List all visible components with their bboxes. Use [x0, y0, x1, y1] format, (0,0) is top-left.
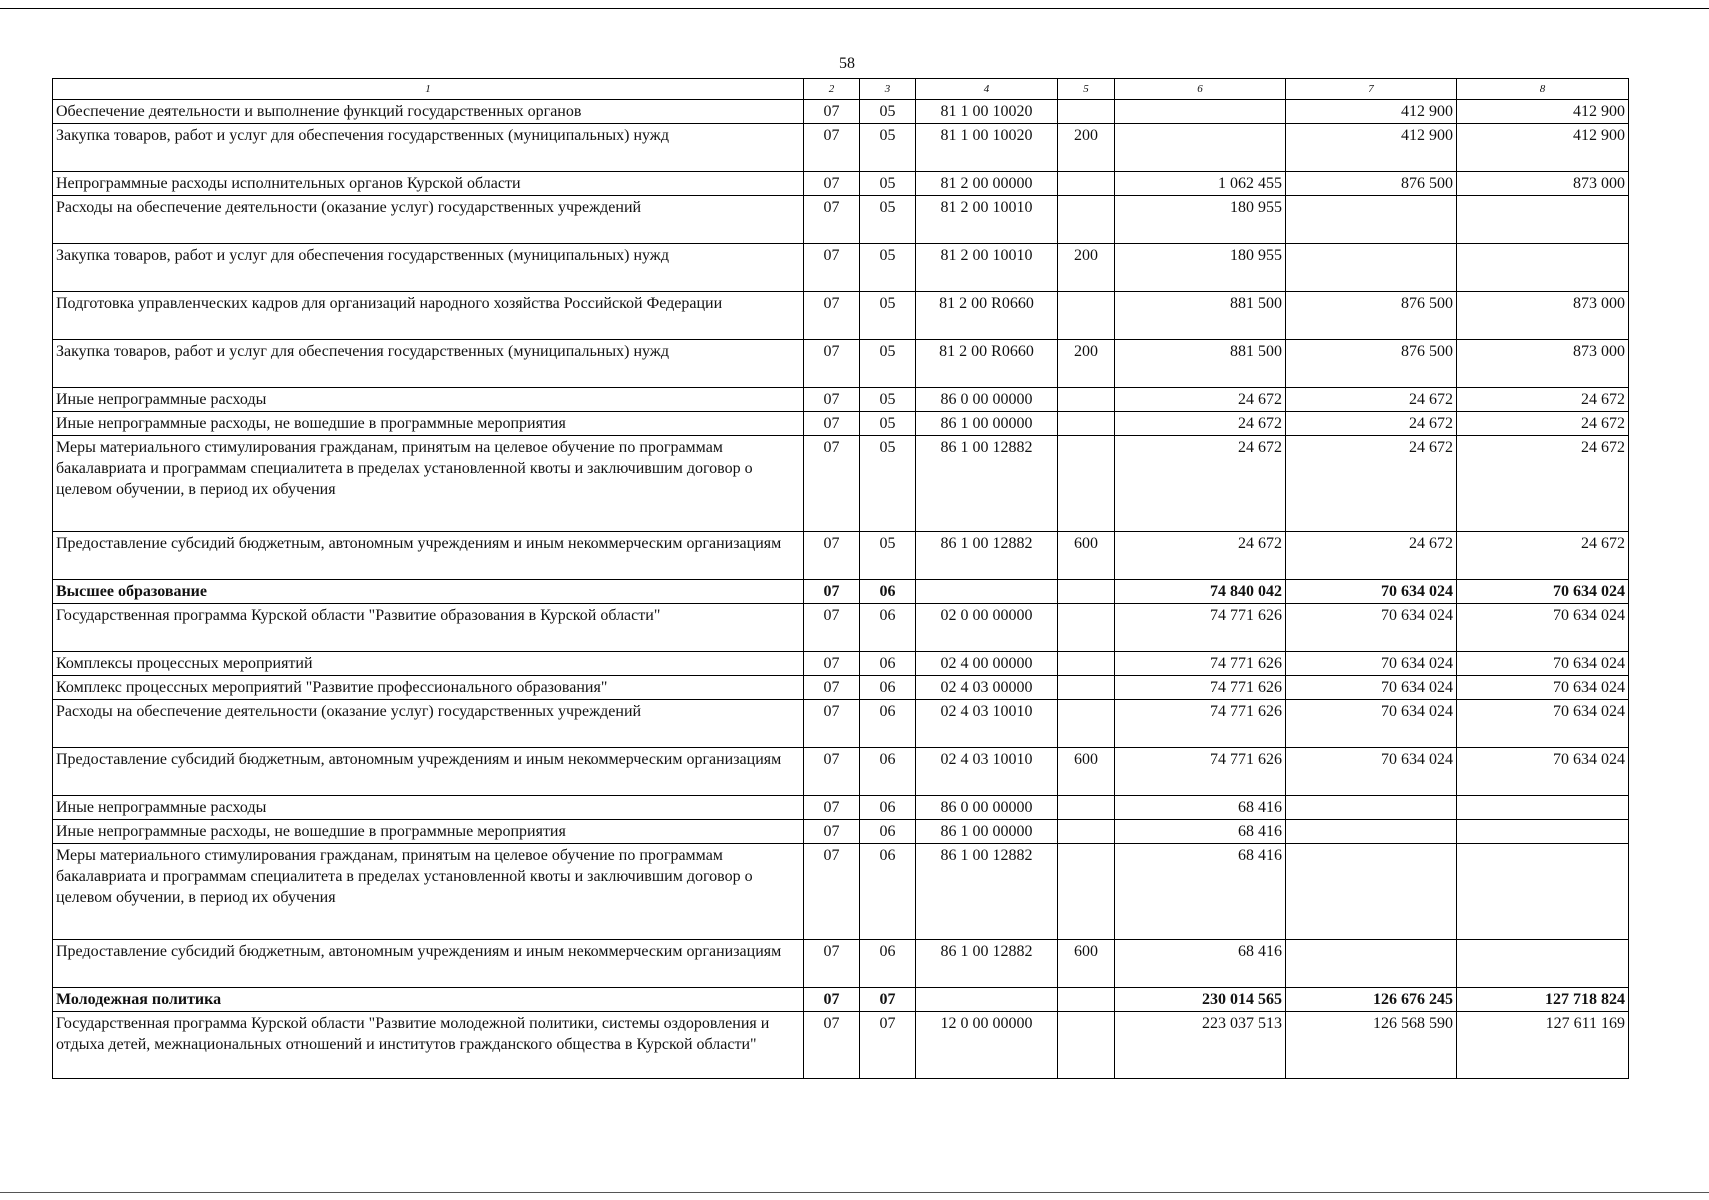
cell-target-article	[916, 988, 1058, 1012]
cell-expense-type	[1058, 988, 1115, 1012]
cell-target-article: 86 1 00 00000	[916, 820, 1058, 844]
table-row	[53, 988, 1629, 1012]
cell-target-article: 86 1 00 00000	[916, 412, 1058, 436]
table-row	[53, 748, 1629, 796]
cell-amount-col7: 876 500	[1286, 292, 1457, 340]
cell-expense-type	[1058, 412, 1115, 436]
cell-amount-col7	[1286, 196, 1457, 244]
cell-amount-col8	[1457, 940, 1629, 988]
cell-subsection: 06	[860, 700, 916, 748]
cell-name: Меры материального стимулирования гражданам, принятым на целевое обучение по программам бакалавриата и программам специалитета в пределах установленной квоты и заключившим договор о целевом обучении, в период их обучения	[53, 436, 804, 532]
cell-amount-col6: 74 771 626	[1115, 748, 1286, 796]
cell-expense-type	[1058, 604, 1115, 652]
cell-target-article: 81 2 00 10010	[916, 244, 1058, 292]
cell-subsection: 06	[860, 844, 916, 940]
cell-name: Государственная программа Курской области "Развитие молодежной политики, системы оздоровления и отдыха детей, межнациональных отношений и институтов гражданского общества в Курской области"	[53, 1012, 804, 1079]
cell-amount-col7: 24 672	[1286, 388, 1457, 412]
table-row	[53, 172, 1629, 196]
bottom-scan-edge	[0, 1192, 1709, 1193]
cell-name: Закупка товаров, работ и услуг для обеспечения государственных (муниципальных) нужд	[53, 340, 804, 388]
cell-subsection: 05	[860, 340, 916, 388]
cell-target-article: 02 4 00 00000	[916, 652, 1058, 676]
cell-expense-type	[1058, 292, 1115, 340]
cell-target-article: 86 0 00 00000	[916, 796, 1058, 820]
cell-amount-col7	[1286, 844, 1457, 940]
cell-amount-col7: 70 634 024	[1286, 652, 1457, 676]
cell-expense-type	[1058, 388, 1115, 412]
cell-amount-col7	[1286, 796, 1457, 820]
cell-subsection: 07	[860, 1012, 916, 1079]
cell-section: 07	[804, 604, 860, 652]
cell-section: 07	[804, 820, 860, 844]
cell-amount-col8: 70 634 024	[1457, 700, 1629, 748]
cell-subsection: 05	[860, 172, 916, 196]
cell-amount-col8: 873 000	[1457, 292, 1629, 340]
cell-target-article: 86 1 00 12882	[916, 844, 1058, 940]
cell-amount-col8: 24 672	[1457, 412, 1629, 436]
cell-expense-type	[1058, 1012, 1115, 1079]
table-row	[53, 196, 1629, 244]
cell-amount-col8: 24 672	[1457, 436, 1629, 532]
cell-section: 07	[804, 172, 860, 196]
cell-subsection: 07	[860, 988, 916, 1012]
cell-target-article: 86 0 00 00000	[916, 388, 1058, 412]
cell-amount-col8: 127 611 169	[1457, 1012, 1629, 1079]
table-row	[53, 340, 1629, 388]
cell-section: 07	[804, 1012, 860, 1079]
column-header: 8	[1457, 79, 1629, 100]
table-row	[53, 820, 1629, 844]
cell-subsection: 06	[860, 652, 916, 676]
cell-amount-col6: 223 037 513	[1115, 1012, 1286, 1079]
cell-amount-col8: 70 634 024	[1457, 748, 1629, 796]
cell-subsection: 06	[860, 580, 916, 604]
cell-amount-col7: 876 500	[1286, 340, 1457, 388]
table-row	[53, 124, 1629, 172]
cell-section: 07	[804, 388, 860, 412]
cell-expense-type	[1058, 652, 1115, 676]
cell-amount-col6: 881 500	[1115, 340, 1286, 388]
cell-amount-col8: 70 634 024	[1457, 604, 1629, 652]
cell-expense-type	[1058, 796, 1115, 820]
cell-target-article: 81 1 00 10020	[916, 100, 1058, 124]
column-header: 5	[1058, 79, 1115, 100]
cell-amount-col7: 126 568 590	[1286, 1012, 1457, 1079]
cell-amount-col8	[1457, 244, 1629, 292]
cell-amount-col7: 412 900	[1286, 124, 1457, 172]
table-row	[53, 244, 1629, 292]
cell-target-article: 81 2 00 R0660	[916, 340, 1058, 388]
cell-amount-col7	[1286, 940, 1457, 988]
cell-target-article: 12 0 00 00000	[916, 1012, 1058, 1079]
cell-expense-type	[1058, 196, 1115, 244]
table-row	[53, 436, 1629, 532]
cell-expense-type: 200	[1058, 340, 1115, 388]
cell-amount-col6: 24 672	[1115, 412, 1286, 436]
cell-amount-col7: 126 676 245	[1286, 988, 1457, 1012]
table-row	[53, 1012, 1629, 1079]
column-header: 3	[860, 79, 916, 100]
cell-target-article: 02 4 03 10010	[916, 748, 1058, 796]
cell-amount-col8: 70 634 024	[1457, 580, 1629, 604]
cell-name: Иные непрограммные расходы, не вошедшие в программные мероприятия	[53, 412, 804, 436]
cell-amount-col7: 412 900	[1286, 100, 1457, 124]
cell-amount-col6: 68 416	[1115, 820, 1286, 844]
cell-target-article: 86 1 00 12882	[916, 532, 1058, 580]
cell-section: 07	[804, 580, 860, 604]
column-header: 6	[1115, 79, 1286, 100]
table-row	[53, 796, 1629, 820]
cell-amount-col8	[1457, 820, 1629, 844]
cell-section: 07	[804, 532, 860, 580]
cell-subsection: 05	[860, 412, 916, 436]
cell-name: Подготовка управленческих кадров для организаций народного хозяйства Российской Федерации	[53, 292, 804, 340]
column-header: 7	[1286, 79, 1457, 100]
table-row	[53, 292, 1629, 340]
cell-amount-col7	[1286, 244, 1457, 292]
table-row	[53, 844, 1629, 940]
cell-expense-type	[1058, 580, 1115, 604]
cell-name: Иные непрограммные расходы	[53, 796, 804, 820]
cell-amount-col6: 74 771 626	[1115, 676, 1286, 700]
cell-section: 07	[804, 436, 860, 532]
cell-name: Иные непрограммные расходы	[53, 388, 804, 412]
cell-amount-col6: 68 416	[1115, 796, 1286, 820]
cell-amount-col6: 74 771 626	[1115, 604, 1286, 652]
cell-target-article: 81 2 00 R0660	[916, 292, 1058, 340]
cell-amount-col8: 70 634 024	[1457, 652, 1629, 676]
cell-amount-col6: 24 672	[1115, 532, 1286, 580]
cell-expense-type	[1058, 676, 1115, 700]
cell-expense-type	[1058, 436, 1115, 532]
cell-name: Государственная программа Курской области "Развитие образования в Курской области"	[53, 604, 804, 652]
cell-amount-col6: 180 955	[1115, 244, 1286, 292]
cell-amount-col8	[1457, 196, 1629, 244]
cell-amount-col7: 70 634 024	[1286, 748, 1457, 796]
cell-section: 07	[804, 940, 860, 988]
cell-name: Закупка товаров, работ и услуг для обеспечения государственных (муниципальных) нужд	[53, 244, 804, 292]
cell-name: Обеспечение деятельности и выполнение функций государственных органов	[53, 100, 804, 124]
table-row	[53, 652, 1629, 676]
cell-subsection: 05	[860, 124, 916, 172]
cell-amount-col7: 876 500	[1286, 172, 1457, 196]
cell-amount-col8: 412 900	[1457, 100, 1629, 124]
cell-amount-col8: 412 900	[1457, 124, 1629, 172]
cell-section: 07	[804, 124, 860, 172]
cell-amount-col8: 127 718 824	[1457, 988, 1629, 1012]
cell-amount-col7: 70 634 024	[1286, 700, 1457, 748]
cell-subsection: 05	[860, 100, 916, 124]
cell-expense-type	[1058, 844, 1115, 940]
cell-amount-col8: 70 634 024	[1457, 676, 1629, 700]
cell-name: Комплекс процессных мероприятий "Развитие профессионального образования"	[53, 676, 804, 700]
page-number: 58	[839, 55, 855, 72]
cell-section: 07	[804, 652, 860, 676]
cell-section: 07	[804, 748, 860, 796]
cell-amount-col6: 74 771 626	[1115, 700, 1286, 748]
cell-subsection: 06	[860, 748, 916, 796]
cell-name: Предоставление субсидий бюджетным, автономным учреждениям и иным некоммерческим организациям	[53, 748, 804, 796]
cell-target-article: 02 4 03 10010	[916, 700, 1058, 748]
table-row	[53, 100, 1629, 124]
cell-subsection: 06	[860, 820, 916, 844]
cell-subsection: 05	[860, 436, 916, 532]
cell-section: 07	[804, 988, 860, 1012]
cell-target-article: 81 2 00 10010	[916, 196, 1058, 244]
cell-expense-type: 600	[1058, 532, 1115, 580]
cell-amount-col6: 74 840 042	[1115, 580, 1286, 604]
cell-expense-type	[1058, 172, 1115, 196]
cell-amount-col6: 74 771 626	[1115, 652, 1286, 676]
cell-name: Непрограммные расходы исполнительных органов Курской области	[53, 172, 804, 196]
cell-target-article: 86 1 00 12882	[916, 436, 1058, 532]
cell-amount-col7: 70 634 024	[1286, 676, 1457, 700]
cell-amount-col8	[1457, 844, 1629, 940]
cell-subsection: 05	[860, 244, 916, 292]
cell-expense-type: 200	[1058, 124, 1115, 172]
cell-subsection: 05	[860, 292, 916, 340]
table-row	[53, 940, 1629, 988]
cell-amount-col6: 68 416	[1115, 844, 1286, 940]
cell-name: Комплексы процессных мероприятий	[53, 652, 804, 676]
table-row	[53, 604, 1629, 652]
cell-name: Предоставление субсидий бюджетным, автономным учреждениям и иным некоммерческим организациям	[53, 940, 804, 988]
cell-amount-col7: 24 672	[1286, 412, 1457, 436]
top-scan-edge	[0, 8, 1709, 9]
cell-name: Предоставление субсидий бюджетным, автономным учреждениям и иным некоммерческим организациям	[53, 532, 804, 580]
cell-amount-col8: 873 000	[1457, 340, 1629, 388]
cell-amount-col7	[1286, 820, 1457, 844]
cell-amount-col6: 180 955	[1115, 196, 1286, 244]
cell-expense-type	[1058, 820, 1115, 844]
cell-amount-col8	[1457, 796, 1629, 820]
cell-amount-col8: 24 672	[1457, 388, 1629, 412]
cell-section: 07	[804, 412, 860, 436]
cell-amount-col6: 24 672	[1115, 436, 1286, 532]
cell-target-article	[916, 580, 1058, 604]
cell-amount-col7: 70 634 024	[1286, 604, 1457, 652]
cell-name: Расходы на обеспечение деятельности (оказание услуг) государственных учреждений	[53, 700, 804, 748]
column-header: 4	[916, 79, 1058, 100]
cell-amount-col6: 24 672	[1115, 388, 1286, 412]
cell-expense-type	[1058, 700, 1115, 748]
cell-expense-type	[1058, 100, 1115, 124]
column-number-row	[53, 79, 1629, 100]
cell-amount-col7: 70 634 024	[1286, 580, 1457, 604]
cell-expense-type: 600	[1058, 748, 1115, 796]
cell-subsection: 05	[860, 388, 916, 412]
cell-section: 07	[804, 292, 860, 340]
cell-target-article: 02 4 03 00000	[916, 676, 1058, 700]
cell-subsection: 06	[860, 604, 916, 652]
cell-target-article: 86 1 00 12882	[916, 940, 1058, 988]
table-row	[53, 412, 1629, 436]
cell-target-article: 81 2 00 00000	[916, 172, 1058, 196]
cell-name: Меры материального стимулирования гражданам, принятым на целевое обучение по программам бакалавриата и программам специалитета в пределах установленной квоты и заключившим договор о целевом обучении, в период их обучения	[53, 844, 804, 940]
cell-amount-col8: 873 000	[1457, 172, 1629, 196]
cell-expense-type: 600	[1058, 940, 1115, 988]
cell-section: 07	[804, 676, 860, 700]
table-row	[53, 700, 1629, 748]
cell-section: 07	[804, 700, 860, 748]
cell-amount-col7: 24 672	[1286, 532, 1457, 580]
cell-name: Высшее образование	[53, 580, 804, 604]
cell-section: 07	[804, 844, 860, 940]
cell-amount-col6: 1 062 455	[1115, 172, 1286, 196]
cell-amount-col6: 881 500	[1115, 292, 1286, 340]
cell-amount-col6: 230 014 565	[1115, 988, 1286, 1012]
cell-amount-col7: 24 672	[1286, 436, 1457, 532]
cell-amount-col6	[1115, 124, 1286, 172]
cell-subsection: 06	[860, 940, 916, 988]
cell-amount-col6: 68 416	[1115, 940, 1286, 988]
table-row	[53, 532, 1629, 580]
cell-name: Закупка товаров, работ и услуг для обеспечения государственных (муниципальных) нужд	[53, 124, 804, 172]
cell-subsection: 06	[860, 676, 916, 700]
cell-expense-type: 200	[1058, 244, 1115, 292]
cell-name: Иные непрограммные расходы, не вошедшие в программные мероприятия	[53, 820, 804, 844]
cell-section: 07	[804, 340, 860, 388]
table-row	[53, 388, 1629, 412]
table-row	[53, 676, 1629, 700]
column-header: 2	[804, 79, 860, 100]
cell-target-article: 81 1 00 10020	[916, 124, 1058, 172]
cell-section: 07	[804, 196, 860, 244]
cell-section: 07	[804, 796, 860, 820]
cell-amount-col6	[1115, 100, 1286, 124]
cell-amount-col8: 24 672	[1457, 532, 1629, 580]
cell-subsection: 05	[860, 532, 916, 580]
cell-section: 07	[804, 100, 860, 124]
table-row	[53, 580, 1629, 604]
table-body	[53, 100, 1629, 1079]
column-header: 1	[53, 79, 804, 100]
cell-subsection: 06	[860, 796, 916, 820]
budget-table	[52, 78, 1629, 1079]
cell-section: 07	[804, 244, 860, 292]
cell-subsection: 05	[860, 196, 916, 244]
cell-name: Молодежная политика	[53, 988, 804, 1012]
cell-name: Расходы на обеспечение деятельности (оказание услуг) государственных учреждений	[53, 196, 804, 244]
cell-target-article: 02 0 00 00000	[916, 604, 1058, 652]
